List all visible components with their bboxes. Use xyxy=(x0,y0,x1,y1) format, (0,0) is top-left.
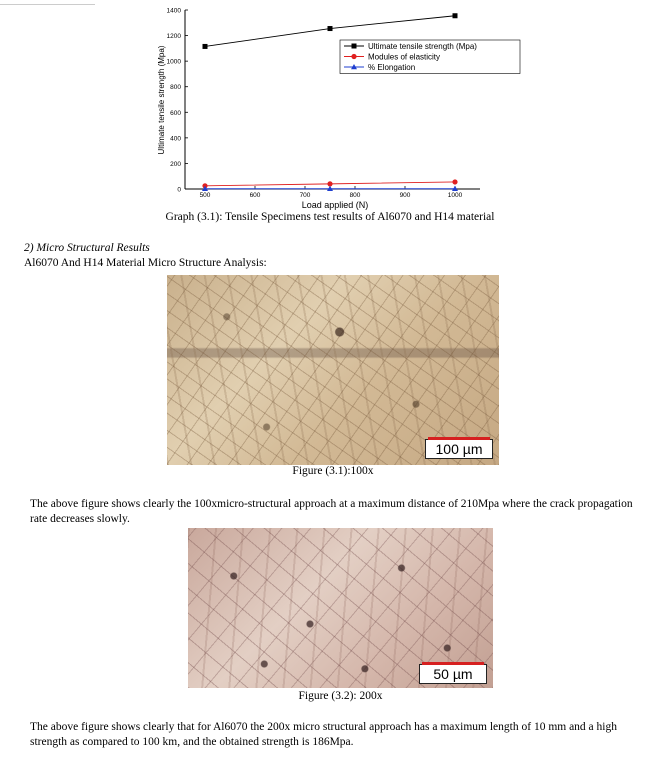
scale-bar-line xyxy=(422,662,484,665)
x-tick-label: 500 xyxy=(199,192,211,199)
data-point-series-0 xyxy=(328,26,333,31)
data-point-series-0 xyxy=(203,44,208,49)
x-tick-label: 700 xyxy=(299,192,311,199)
header-rule xyxy=(0,0,95,5)
data-point-series-1 xyxy=(452,179,457,184)
x-tick-label: 900 xyxy=(399,192,411,199)
x-axis-label: Load applied (N) xyxy=(301,200,369,210)
x-tick-label: 600 xyxy=(249,192,261,199)
x-tick-label: 800 xyxy=(349,192,361,199)
legend-marker xyxy=(351,54,356,59)
y-tick-label: 0 xyxy=(177,186,181,194)
x-tick-label: 1000 xyxy=(447,192,463,199)
y-tick-label: 600 xyxy=(170,109,181,117)
scale-bar-100um xyxy=(425,439,493,459)
scale-bar-line xyxy=(428,437,490,440)
data-point-series-1 xyxy=(327,181,332,186)
legend-marker xyxy=(352,44,357,49)
legend-label: % Elongation xyxy=(368,63,416,72)
scale-bar-label: 50 µm xyxy=(433,666,473,682)
paragraph-2: The above figure shows clearly that for Al6070 the 200x micro structural approach has a maximum length of 10 mm and a high strength as compared to 100 km, and the obtained strength is 186Mpa. xyxy=(30,721,617,748)
scale-bar-50um xyxy=(419,664,487,684)
y-tick-label: 400 xyxy=(170,135,181,143)
paragraph-1: The above figure shows clearly the 100xmicro-structural approach at a maximum distance of 210Mpa where the crack propagation rate decreases slowly. xyxy=(30,498,633,525)
figure2-caption: Figure (3.2): 200x xyxy=(298,690,383,702)
y-tick-label: 1200 xyxy=(166,33,181,41)
scale-bar-label: 100 µm xyxy=(435,441,483,457)
figure1-caption: Figure (3.1):100x xyxy=(292,465,374,477)
micrograph-100x xyxy=(167,275,499,465)
tensile-results-chart xyxy=(150,0,530,212)
legend-label: Modules of elasticity xyxy=(368,52,441,62)
section-subheading: Al6070 And H14 Material Micro Structure Analysis: xyxy=(24,257,267,269)
y-tick-label: 800 xyxy=(170,84,181,92)
legend-label: Ultimate tensile strength (Mpa) xyxy=(368,42,477,51)
y-tick-label: 1000 xyxy=(166,58,181,66)
graph-caption: Graph (3.1): Tensile Specimens test results of Al6070 and H14 material xyxy=(165,211,495,223)
micrograph-200x xyxy=(188,528,493,688)
section-heading: 2) Micro Structural Results xyxy=(24,242,150,254)
data-point-series-0 xyxy=(453,13,458,18)
y-tick-label: 200 xyxy=(170,160,181,168)
y-tick-label: 1400 xyxy=(166,7,181,15)
y-axis-label: Ultimate tensile strength (Mpa) xyxy=(157,45,166,155)
